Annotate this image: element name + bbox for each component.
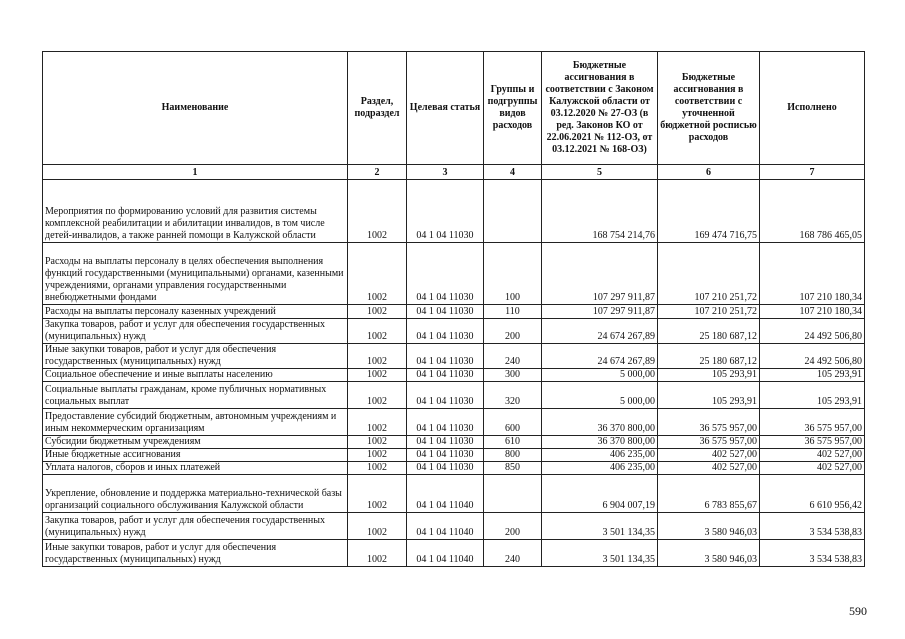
row-name: Иные бюджетные ассигнования xyxy=(43,449,348,462)
table-row xyxy=(43,540,865,567)
row-assigned-refined: 25 180 687,12 xyxy=(658,344,760,369)
row-assigned-law: 107 297 911,87 xyxy=(542,305,658,319)
row-assigned-refined: 169 474 716,75 xyxy=(658,180,760,243)
row-assigned-refined: 402 527,00 xyxy=(658,462,760,475)
row-section: 1002 xyxy=(348,319,407,344)
row-section: 1002 xyxy=(348,513,407,540)
row-article: 04 1 04 11040 xyxy=(407,475,484,513)
row-name: Укрепление, обновление и поддержка материально-технической базы организаций социального обслуживания Калужской области xyxy=(43,475,348,513)
column-number: 2 xyxy=(348,165,407,180)
row-article: 04 1 04 11030 xyxy=(407,409,484,436)
row-group: 200 xyxy=(484,319,542,344)
row-article: 04 1 04 11030 xyxy=(407,382,484,409)
row-section: 1002 xyxy=(348,243,407,305)
row-executed: 107 210 180,34 xyxy=(760,305,865,319)
row-name: Иные закупки товаров, работ и услуг для обеспечения государственных (муниципальных) нужд xyxy=(43,540,348,567)
row-group: 240 xyxy=(484,344,542,369)
row-assigned-law: 36 370 800,00 xyxy=(542,436,658,449)
row-assigned-law: 24 674 267,89 xyxy=(542,319,658,344)
row-executed: 6 610 956,42 xyxy=(760,475,865,513)
column-number: 4 xyxy=(484,165,542,180)
row-assigned-refined: 105 293,91 xyxy=(658,382,760,409)
row-assigned-law: 5 000,00 xyxy=(542,382,658,409)
row-assigned-refined: 3 580 946,03 xyxy=(658,513,760,540)
header-name: Наименование xyxy=(43,52,348,165)
row-assigned-law: 406 235,00 xyxy=(542,449,658,462)
row-name: Расходы на выплаты персоналу в целях обеспечения выполнения функций государственными (муниципальными) органами, казенными учреждениями, органами управления государственными внебюджетными фондами xyxy=(43,243,348,305)
row-article: 04 1 04 11030 xyxy=(407,305,484,319)
table-row xyxy=(43,319,865,344)
table-row xyxy=(43,305,865,319)
column-number: 7 xyxy=(760,165,865,180)
row-assigned-law: 24 674 267,89 xyxy=(542,344,658,369)
table-body xyxy=(43,180,865,567)
row-assigned-law: 406 235,00 xyxy=(542,462,658,475)
row-article: 04 1 04 11030 xyxy=(407,243,484,305)
row-article: 04 1 04 11030 xyxy=(407,462,484,475)
row-assigned-law: 3 501 134,35 xyxy=(542,513,658,540)
row-assigned-law: 5 000,00 xyxy=(542,369,658,382)
row-article: 04 1 04 11040 xyxy=(407,513,484,540)
table-row xyxy=(43,180,865,243)
row-section: 1002 xyxy=(348,369,407,382)
budget-table xyxy=(42,51,865,567)
row-section: 1002 xyxy=(348,436,407,449)
row-article: 04 1 04 11030 xyxy=(407,436,484,449)
table-row xyxy=(43,436,865,449)
row-group: 600 xyxy=(484,409,542,436)
row-section: 1002 xyxy=(348,344,407,369)
row-assigned-refined: 25 180 687,12 xyxy=(658,319,760,344)
column-number: 1 xyxy=(43,165,348,180)
row-assigned-law: 6 904 007,19 xyxy=(542,475,658,513)
row-assigned-law: 36 370 800,00 xyxy=(542,409,658,436)
row-group xyxy=(484,475,542,513)
column-number: 3 xyxy=(407,165,484,180)
row-group: 300 xyxy=(484,369,542,382)
header-article: Целевая статья xyxy=(407,52,484,165)
row-assigned-law: 168 754 214,76 xyxy=(542,180,658,243)
row-executed: 36 575 957,00 xyxy=(760,436,865,449)
column-number-row xyxy=(43,165,865,180)
row-article: 04 1 04 11030 xyxy=(407,369,484,382)
row-article: 04 1 04 11040 xyxy=(407,540,484,567)
row-assigned-refined: 107 210 251,72 xyxy=(658,243,760,305)
row-name: Уплата налогов, сборов и иных платежей xyxy=(43,462,348,475)
table-row xyxy=(43,513,865,540)
row-executed: 105 293,91 xyxy=(760,369,865,382)
row-assigned-refined: 107 210 251,72 xyxy=(658,305,760,319)
row-article: 04 1 04 11030 xyxy=(407,319,484,344)
row-name: Закупка товаров, работ и услуг для обеспечения государственных (муниципальных) нужд xyxy=(43,513,348,540)
row-executed: 3 534 538,83 xyxy=(760,540,865,567)
row-name: Предоставление субсидий бюджетным, автономным учреждениям и иным некоммерческим организациям xyxy=(43,409,348,436)
page-number: 590 xyxy=(849,604,867,618)
row-executed: 24 492 506,80 xyxy=(760,319,865,344)
column-number: 6 xyxy=(658,165,760,180)
row-name: Социальные выплаты гражданам, кроме публичных нормативных социальных выплат xyxy=(43,382,348,409)
row-executed: 36 575 957,00 xyxy=(760,409,865,436)
header-row xyxy=(43,52,865,165)
row-group: 200 xyxy=(484,513,542,540)
row-name: Иные закупки товаров, работ и услуг для обеспечения государственных (муниципальных) нужд xyxy=(43,344,348,369)
header-groups: Группы и подгруппы видов расходов xyxy=(484,52,542,165)
column-number: 5 xyxy=(542,165,658,180)
row-name: Субсидии бюджетным учреждениям xyxy=(43,436,348,449)
row-name: Расходы на выплаты персоналу казенных учреждений xyxy=(43,305,348,319)
table-row xyxy=(43,382,865,409)
row-group: 610 xyxy=(484,436,542,449)
row-executed: 168 786 465,05 xyxy=(760,180,865,243)
row-group: 100 xyxy=(484,243,542,305)
row-executed: 107 210 180,34 xyxy=(760,243,865,305)
table-row xyxy=(43,409,865,436)
row-assigned-refined: 6 783 855,67 xyxy=(658,475,760,513)
row-name: Закупка товаров, работ и услуг для обеспечения государственных (муниципальных) нужд xyxy=(43,319,348,344)
row-assigned-law: 3 501 134,35 xyxy=(542,540,658,567)
table-row xyxy=(43,475,865,513)
row-section: 1002 xyxy=(348,449,407,462)
row-name: Мероприятия по формированию условий для развития системы комплексной реабилитации и абилитации инвалидов, в том числе детей-инвалидов, а также ранней помощи в Калужской области xyxy=(43,180,348,243)
row-executed: 24 492 506,80 xyxy=(760,344,865,369)
row-name: Социальное обеспечение и иные выплаты населению xyxy=(43,369,348,382)
row-assigned-refined: 3 580 946,03 xyxy=(658,540,760,567)
row-executed: 402 527,00 xyxy=(760,462,865,475)
header-assignments-refined: Бюджетные ассигнования в соответствии с уточненной бюджетной росписью расходов xyxy=(658,52,760,165)
row-assigned-law: 107 297 911,87 xyxy=(542,243,658,305)
table-row xyxy=(43,449,865,462)
row-section: 1002 xyxy=(348,180,407,243)
row-section: 1002 xyxy=(348,409,407,436)
header-section: Раздел, подраздел xyxy=(348,52,407,165)
row-section: 1002 xyxy=(348,462,407,475)
row-group: 320 xyxy=(484,382,542,409)
row-assigned-refined: 402 527,00 xyxy=(658,449,760,462)
row-executed: 3 534 538,83 xyxy=(760,513,865,540)
row-assigned-refined: 36 575 957,00 xyxy=(658,436,760,449)
row-group: 110 xyxy=(484,305,542,319)
row-executed: 402 527,00 xyxy=(760,449,865,462)
row-section: 1002 xyxy=(348,540,407,567)
header-assignments-law: Бюджетные ассигнования в соответствии с Законом Калужской области от 03.12.2020 № 27-ОЗ (в ред. Законов КО от 22.06.2021 № 112-ОЗ, от 03.12.2021 № 168-ОЗ) xyxy=(542,52,658,165)
row-section: 1002 xyxy=(348,305,407,319)
row-section: 1002 xyxy=(348,382,407,409)
row-group: 240 xyxy=(484,540,542,567)
row-assigned-refined: 36 575 957,00 xyxy=(658,409,760,436)
table-row xyxy=(43,369,865,382)
row-executed: 105 293,91 xyxy=(760,382,865,409)
table-row xyxy=(43,243,865,305)
table-row xyxy=(43,462,865,475)
row-group: 850 xyxy=(484,462,542,475)
row-assigned-refined: 105 293,91 xyxy=(658,369,760,382)
row-group xyxy=(484,180,542,243)
table-row xyxy=(43,344,865,369)
header-executed: Исполнено xyxy=(760,52,865,165)
row-section: 1002 xyxy=(348,475,407,513)
row-article: 04 1 04 11030 xyxy=(407,449,484,462)
row-group: 800 xyxy=(484,449,542,462)
row-article: 04 1 04 11030 xyxy=(407,344,484,369)
row-article: 04 1 04 11030 xyxy=(407,180,484,243)
